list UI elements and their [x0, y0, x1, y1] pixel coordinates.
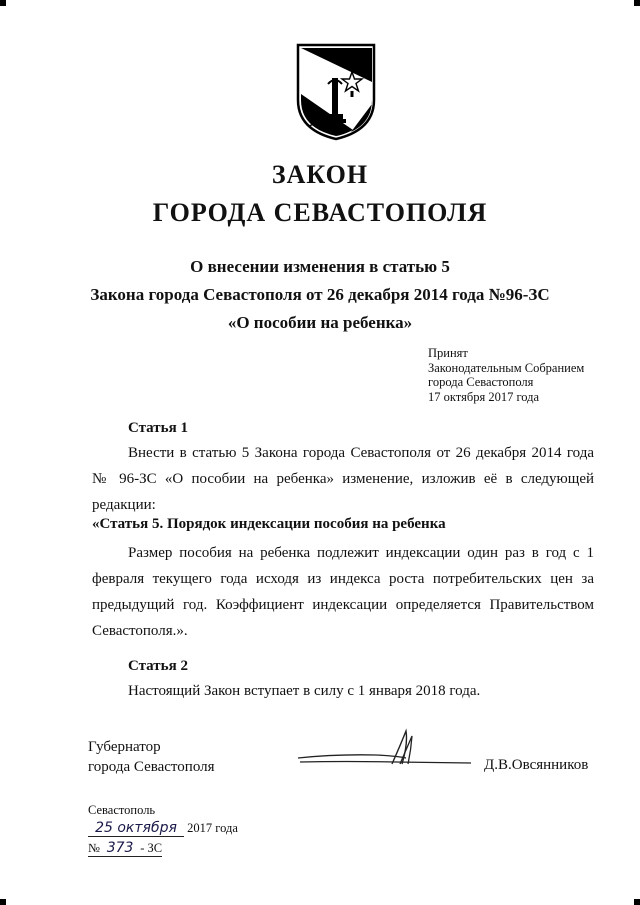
scan-corner-mark — [634, 0, 640, 6]
footer-date — [88, 820, 238, 837]
acceptance-line: города Севастополя — [428, 375, 534, 389]
law-subtitle-line1: О внесении изменения в статью 5 — [190, 257, 450, 276]
footer-city: Севастополь — [88, 803, 156, 817]
footer-number-field — [88, 840, 162, 857]
signer-position-line: Губернатор — [88, 739, 161, 755]
law-subtitle-line3: «О пособии на ребенка» — [227, 313, 413, 332]
law-subtitle-line2: Закона города Севастополя от 26 декабря 2014 года №96-ЗС — [90, 285, 550, 304]
handwritten-signature — [296, 728, 476, 774]
number-suffix: - ЗС — [140, 841, 163, 855]
article1-text: Внести в статью 5 Закона города Севастополя от 26 декабря 2014 года № 96-ЗС «О пособии на ребенка» изменение, изложив её в следующей редакции: — [92, 445, 594, 513]
city-title: ГОРОДА СЕВАСТОПОЛЯ — [152, 198, 488, 227]
acceptance-note — [428, 346, 584, 404]
footer-number — [88, 840, 162, 857]
quoted-article-heading: «Статья 5. Порядок индексации пособия на ребенка — [92, 516, 446, 532]
quoted-article-text: Размер пособия на ребенка подлежит индексации один раз в год с 1 февраля текущего года исходя из индекса роста потребительских цен за предыдущий год. Коэффициент индексации определяется Правительством Севастополя.». — [92, 545, 594, 639]
acceptance-date: 17 октября 2017 года — [428, 389, 540, 404]
signer-position — [88, 737, 215, 777]
number-sign: № — [88, 841, 100, 855]
acceptance-line: Принят — [428, 346, 468, 360]
scan-corner-mark — [0, 899, 6, 905]
acceptance-line: Законодательным Собранием — [428, 360, 585, 375]
scan-corner-mark — [634, 899, 640, 905]
handwritten-date: 25 октября — [88, 820, 184, 837]
article1-heading: Статья 1 — [128, 420, 188, 436]
signer-name: Д.В.Овсянников — [484, 757, 589, 773]
handwritten-number: 373 — [106, 840, 134, 856]
signer-position-line: города Севастополя — [88, 759, 215, 775]
footer-year: 2017 года — [187, 821, 238, 835]
scan-corner-mark — [0, 0, 6, 6]
law-title: ЗАКОН — [271, 160, 369, 189]
article2-heading: Статья 2 — [128, 658, 188, 674]
coat-of-arms-icon — [295, 42, 377, 142]
article2-text: Настоящий Закон вступает в силу с 1 января 2018 года. — [128, 683, 481, 699]
